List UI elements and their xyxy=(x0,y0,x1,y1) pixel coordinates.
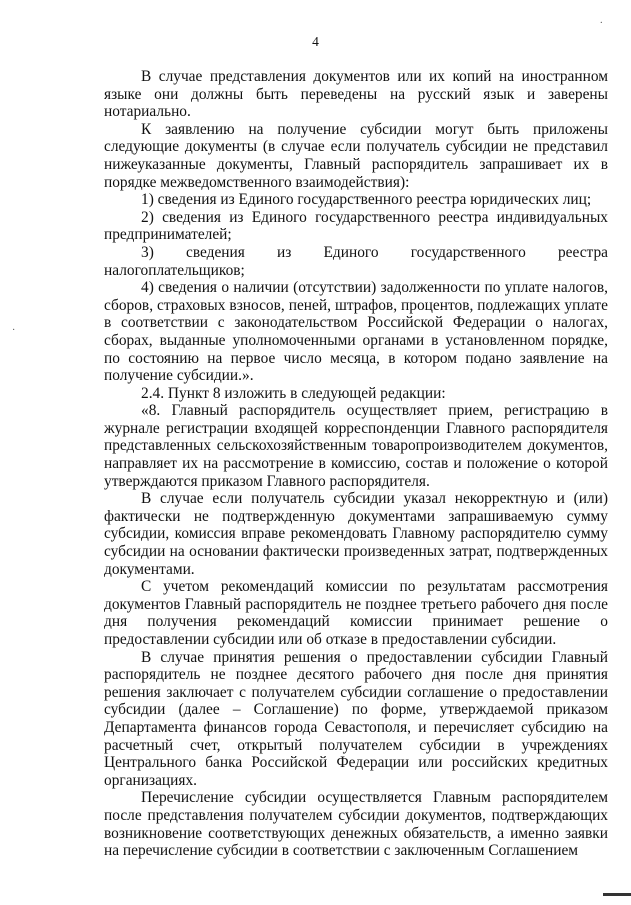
scan-mark-left-margin: · xyxy=(12,325,16,336)
paragraph-subsidy-transfer: Перечисление субсидии осуществляется Главным распорядителем после представления получателем субсидии документов, подтверждающих возникновение соответствующих денежных обязательств, а именно заявки на перечисление субсидии в соответствии с заключенным Соглашением xyxy=(104,789,608,860)
list-item-taxpayers-register: 3) сведения из Единого государственного реестра налогоплательщиков; xyxy=(104,243,608,279)
document-body xyxy=(104,68,608,860)
paragraph-incorrect-subsidy-amount: В случае если получатель субсидии указал некорректную и (или) фактически не подтвержденную документами запрашиваемую сумму субсидии, комиссия вправе рекомендовать Главному распорядителю сумму субсидии на основании фактически произведенных затрат, подтвержденных документами. xyxy=(104,490,608,578)
paragraph-commission-recommendations: С учетом рекомендаций комиссии по результатам рассмотрения документов Главный распорядитель не позднее третьего рабочего дня после дня получения рекомендаций комиссии принимает решение о предоставлении субсидии или об отказе в предоставлении субсидии. xyxy=(104,578,608,648)
list-item-legal-entities-register: 1) сведения из Единого государственного реестра юридических лиц; xyxy=(141,191,592,209)
scan-edge-rule xyxy=(603,893,631,896)
list-item-entrepreneurs-register: 2) сведения из Единого государственного реестра индивидуальных предпринимателей; xyxy=(104,208,608,244)
page-number: 4 xyxy=(312,34,319,49)
list-item-debt-information: 4) сведения о наличии (отсутствии) задолженности по уплате налогов, сборов, страховых взносов, пеней, штрафов, процентов, подлежащих уплате в соответствии с законодательством Российской Федерации о налогах, сборах, выданные уполномоченными органами в установленном порядке, по состоянию на первое число месяца, в котором подано заявление на получение субсидии.». xyxy=(104,279,608,385)
paragraph-section-2-4: 2.4. Пункт 8 изложить в следующей редакции: xyxy=(141,384,446,402)
paragraph-application-attachments: К заявлению на получение субсидии могут быть приложены следующие документы (в случае если получатель субсидии не представил нижеуказанные документы, Главный распорядитель запрашивает их в порядке межведомственного взаимодействия): xyxy=(104,120,608,191)
paragraph-clause-8-registration: «8. Главный распорядитель осуществляет прием, регистрацию в журнале регистрации входящей корреспонденции Главного распорядителя представленных сельскохозяйственным товаропроизводителем документов, направляет их на рассмотрение в комиссию, состав и положение о которой утверждаются приказом Главного распорядителя. xyxy=(104,402,608,490)
scan-mark-top-right: · xyxy=(599,18,603,29)
paragraph-subsidy-agreement: В случае принятия решения о предоставлении субсидии Главный распорядитель не позднее десятого рабочего дня после дня принятия решения заключает с получателем субсидии соглашение о предоставлении субсидии (далее – Соглашение) по форме, утверждаемой приказом Департамента финансов города Севастополя, и перечисляет субсидию на расчетный счет, открытый получателем субсидии в учреждениях Центрального банка Российской Федерации или российских кредитных организациях. xyxy=(104,648,608,789)
paragraph-foreign-documents: В случае представления документов или их копий на иностранном языке они должны быть переведены на русский язык и заверены нотариально. xyxy=(104,68,608,121)
